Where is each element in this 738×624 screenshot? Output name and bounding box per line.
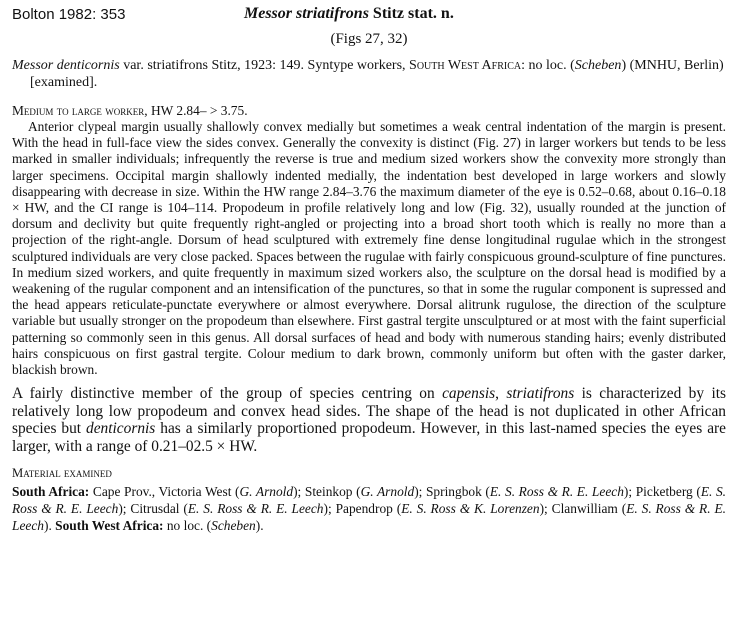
material-list	[12, 483, 726, 534]
species-name: Messor striatifrons	[244, 5, 369, 22]
region-south-west-africa: South West Africa:	[55, 517, 164, 533]
collector: Scheben	[211, 517, 256, 533]
material-text: ); Picketberg (	[623, 483, 701, 499]
collector: E. S. Ross & R. E. Leech	[489, 483, 624, 499]
synonym-collector: Scheben	[574, 58, 622, 73]
material-heading: Material examined	[12, 465, 112, 480]
material-text: ); Papendrop (	[323, 500, 402, 516]
diagnosis-capensis: capensis	[442, 385, 496, 403]
synonym-text: var. striatifrons Stitz, 1923: 149. Syntype workers,	[119, 58, 410, 73]
species-author: Stitz	[368, 5, 409, 22]
caste-label: Medium to large worker	[12, 103, 145, 118]
figures-reference: (Figs 27, 32)	[330, 31, 408, 47]
synonym-name: Messor denticornis	[12, 58, 120, 73]
region-south-africa: South Africa:	[12, 483, 90, 499]
material-text: ); Clanwilliam (	[539, 500, 627, 516]
material-text: Cape Prov., Victoria West (	[89, 483, 240, 499]
material-text: ); Springbok (	[414, 483, 490, 499]
diagnosis-striatifrons: striatifrons	[506, 385, 575, 403]
citation: Bolton 1982: 353	[12, 6, 126, 23]
material-text: ).	[43, 517, 56, 533]
description-paragraph: Anterior clypeal margin usually shallowly convex medially but sometimes a weak central indentation of the margin is present. With the head in full-face view the sides convex. Generally the convexity is distinct (Fig. 27) in larger workers but tends to be less marked in smaller individuals; infrequently the reverse is true and medium sized workers show the convexity more strongly than larger specimens. Occipital margin shallowly indented medially, the indentation best developed in large workers and slowly disappearing with decrease in size. Within the HW range 2.84–3.76 the maximum diameter of the eye is 0.52–0.68, about 0.16–0.18 × HW, and the CI range is 104–114. Propodeum in profile relatively long and low (Fig. 32), usually rounded at the junction of dorsum and declivity but quite frequently right-angled or projecting into a broad short tooth which is really no more than a projection of the right-angle. Dorsum of head sculptured with extremely fine dense longitudinal rugulae which in the strongest sculptured individuals are very close packed. Spaces between the rugulae with fairly conspicuous ground-sculpture of fine punctures. In medium sized workers, and quite frequently in maximum sized workers also, the sculpture on the dorsal head is modified by a weakening of the rugular component and an intensification of the punctures, so that in some the rugular component is supressed and the head appears reticulate-punctate everywhere or almost everywhere. Dorsal alitrunk rugulose, the direction of the sculpture variable but usually stronger on the propodeum than elsewhere. First gastral tergite unsculptured or at most with the faint superficial patterning so commonly seen in this genus. All dorsal surfaces of head and body with numerous standing hairs; evenly distributed hairs conspicuous on first gastral tergite. Colour medium to dark brown, commonly uniform but often with the gaster darker, blackish brown.	[12, 119, 726, 378]
collector: G. Arnold	[239, 483, 294, 499]
species-title	[244, 5, 454, 23]
head-width-range: , HW 2.84– > 3.75.	[144, 103, 248, 118]
synonym-loc: : no loc. (	[521, 58, 575, 73]
synonym-depository: ) (MNHU, Berlin) [examined].	[30, 58, 724, 90]
collector: E. S. Ross & K. Lorenzen	[401, 500, 540, 516]
synonymy-paragraph	[12, 57, 726, 91]
diagnosis-text-3: has a similarly proportioned propodeum. However, in this last-named species the eyes are larger, with a range of 0.21–02.5 × HW.	[12, 420, 726, 456]
collector: E. S. Ross & R. E. Leech	[12, 483, 727, 516]
diagnosis-denticornis: denticornis	[86, 420, 156, 438]
diagnosis-sep: ,	[495, 385, 507, 403]
status-label: stat. n.	[408, 5, 454, 22]
material-text: ); Steinkop (	[293, 483, 361, 499]
diagnosis-text-2: is characterized by its relatively long low propodeum and convex head sides. The shape of the head is not duplicated in other African species but	[12, 385, 726, 438]
material-text: ).	[255, 517, 264, 533]
material-text: ); Citrusdal (	[118, 500, 188, 516]
collector: E. S. Ross & R. E. Leech	[12, 500, 726, 533]
diagnosis-paragraph	[12, 385, 726, 455]
collector: G. Arnold	[360, 483, 415, 499]
collector: E. S. Ross & R. E. Leech	[187, 500, 324, 516]
measurement-line	[12, 103, 726, 119]
material-text: no loc. (	[163, 517, 212, 533]
page-header	[12, 4, 726, 26]
synonym-country: South West Africa	[409, 58, 522, 73]
diagnosis-text-1: A fairly distinctive member of the group of species centring on	[12, 385, 443, 403]
